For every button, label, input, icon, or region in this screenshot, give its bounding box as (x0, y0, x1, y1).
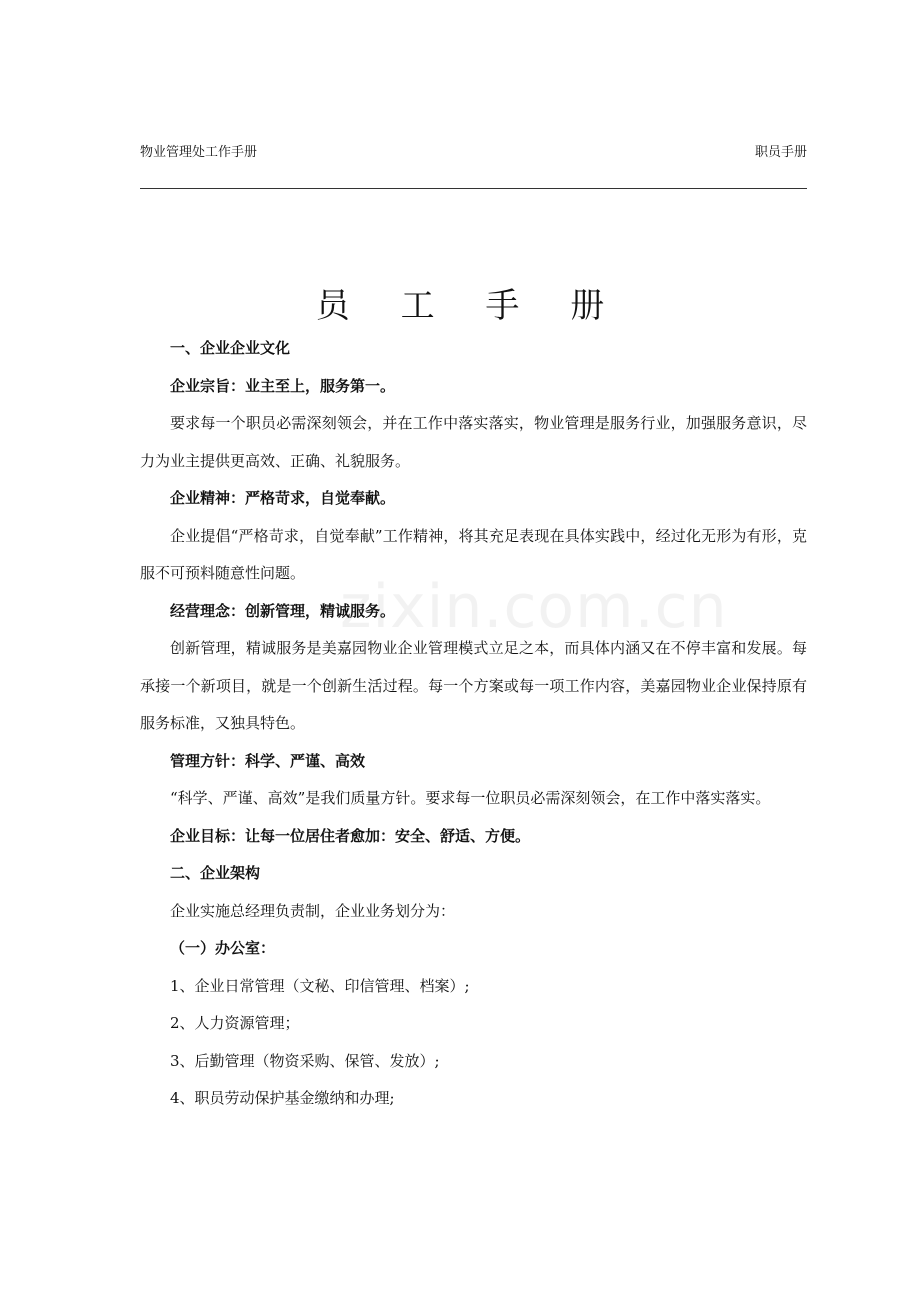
section-heading-culture: 一、企业企业文化 (170, 339, 291, 357)
paragraph-structure: 企业实施总经理负责制，企业业务划分为： (170, 901, 456, 920)
document-title: 员 工 手 册 (315, 285, 625, 326)
list-item: 3、后勤管理（物资采购、保管、发放）; (170, 1051, 440, 1070)
document-body (140, 330, 807, 1118)
subheading-office: （一）办公室： (170, 939, 276, 957)
watermark: zixin.com.cn (340, 572, 728, 642)
header-right-text: 职员手册 (754, 145, 807, 160)
header-divider (140, 188, 807, 189)
paragraph-policy: “科学、严谨、高效”是我们质量方针。要求每一位职员必需深刻领会，在工作中落实落实。 (170, 789, 771, 807)
list-item: 4、职员劳动保护基金缴纳和办理; (170, 1089, 395, 1107)
paragraph-spirit: 企业提倡“严格苛求，自觉奉献”工作精神，将其充足表现在具体实践中，经过化无形为有形，克服不可预料随意性问题。 (140, 526, 807, 582)
subheading-goal: 企业目标：让每一位居住者愈加：安全、舒适、方便。 (170, 826, 531, 845)
subheading-philosophy: 经营理念：创新管理，精诚服务。 (170, 601, 396, 620)
list-item: 1、企业日常管理（文秘、印信管理、档案）; (170, 976, 470, 995)
page-header (140, 143, 807, 163)
section-heading-structure: 二、企业架构 (170, 864, 261, 882)
subheading-spirit: 企业精神：严格苛求，自觉奉献。 (170, 489, 396, 507)
list-item: 2、人力资源管理； (170, 1014, 300, 1032)
paragraph-philosophy: 创新管理，精诚服务是美嘉园物业企业管理模式立足之本，而具体内涵又在不停丰富和发展。每承接一个新项目，就是一个创新生活过程。每一个方案或每一项工作内容，美嘉园物业企业保持原有服务标准，又独具特色。 (140, 639, 807, 732)
subheading-purpose: 企业宗旨：业主至上，服务第一。 (170, 376, 396, 395)
subheading-policy: 管理方针：科学、严谨、高效 (170, 751, 366, 770)
paragraph-purpose: 要求每一个职员必需深刻领会，并在工作中落实落实，物业管理是服务行业，加强服务意识，尽力为业主提供更高效、正确、礼貌服务。 (140, 414, 807, 470)
header-left-text: 物业管理处工作手册 (140, 145, 258, 160)
